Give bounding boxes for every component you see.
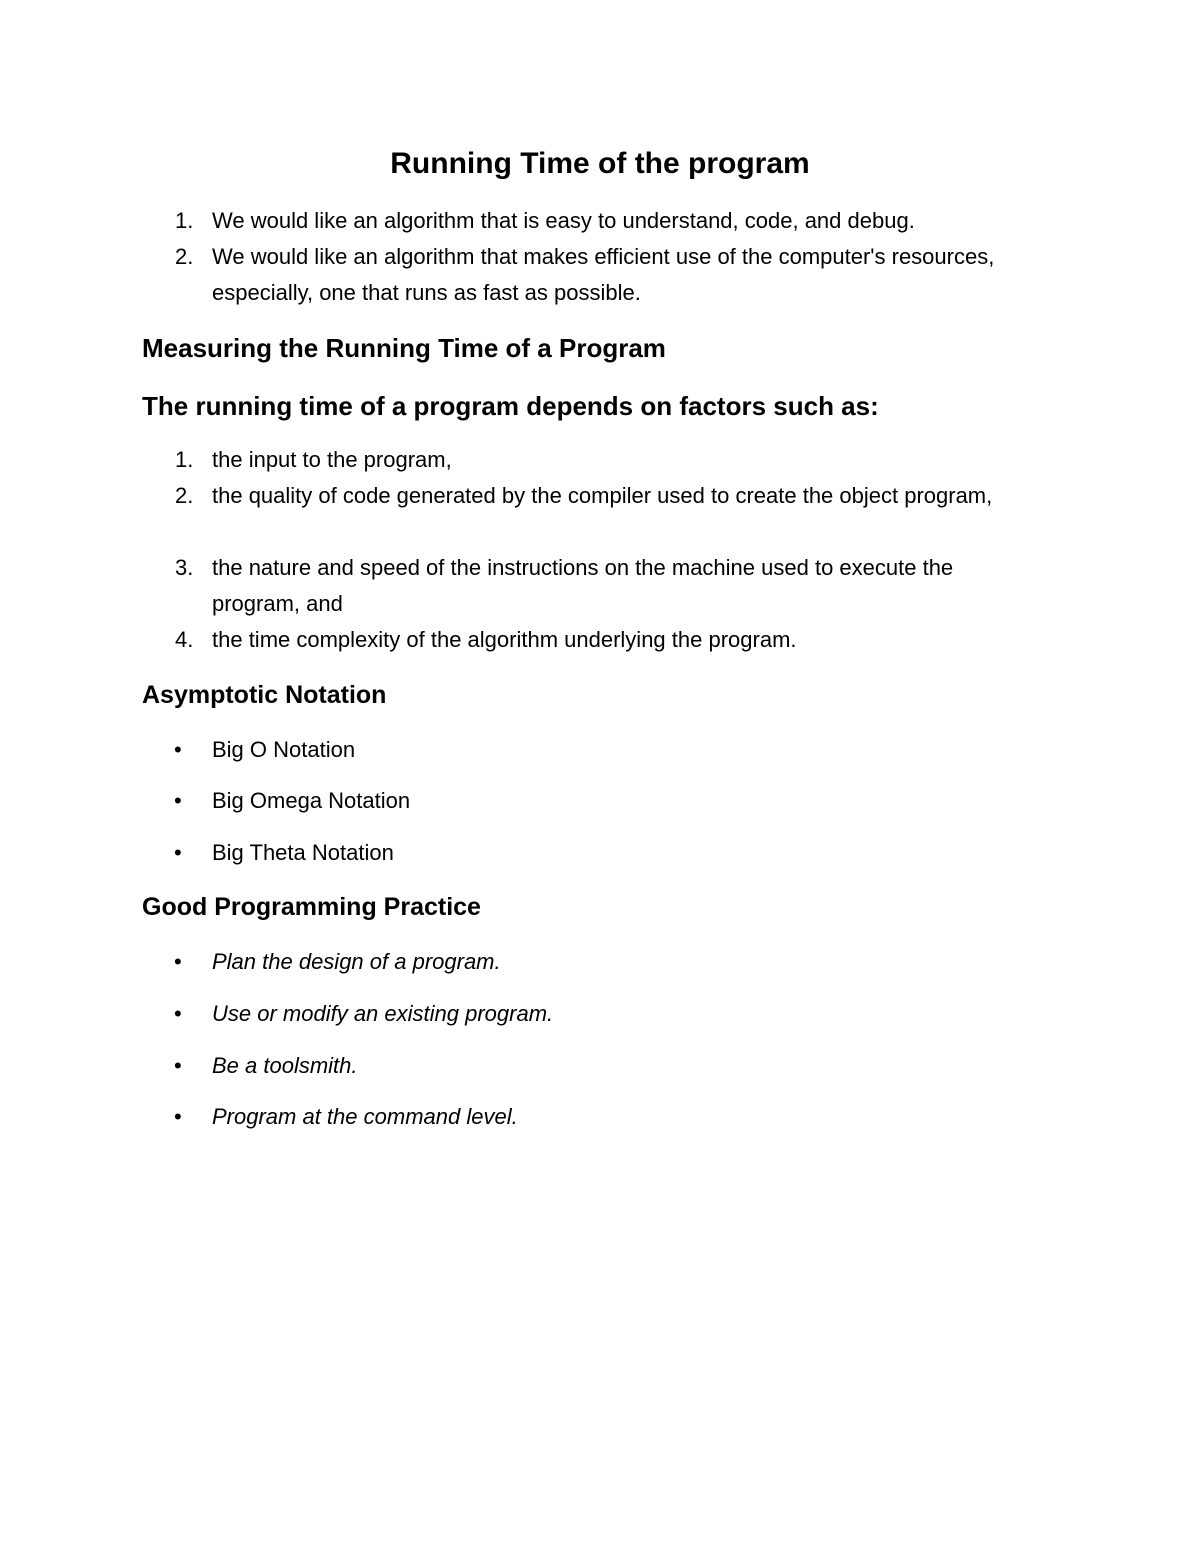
- list-item-text: Plan the design of a program.: [212, 949, 501, 974]
- bullet-icon: •: [174, 1053, 182, 1078]
- section-heading-good-practice: Good Programming Practice: [142, 893, 481, 921]
- section-heading-asymptotic: Asymptotic Notation: [142, 681, 387, 709]
- list-item-text: We would like an algorithm that is easy to understand, code, and debug.: [212, 208, 915, 233]
- list-item-text: We would like an algorithm that makes efficient use of the computer's resources, especially, one that runs as fast as possible.: [212, 244, 995, 305]
- list-item-text: Big O Notation: [212, 737, 356, 762]
- bullet-icon: •: [174, 1104, 182, 1129]
- page-title: Running Time of the program: [390, 147, 810, 180]
- list-item-text: Big Omega Notation: [212, 788, 411, 813]
- bullet-icon: •: [174, 737, 182, 762]
- section-heading-measuring: Measuring the Running Time of a Program: [142, 333, 666, 363]
- section-heading-factors: The running time of a program depends on factors such as:: [142, 391, 879, 421]
- bullet-icon: •: [174, 1001, 182, 1026]
- list-item-text: Be a toolsmith.: [212, 1053, 358, 1078]
- list-number: 1.: [175, 447, 194, 472]
- list-number: 1.: [175, 208, 194, 233]
- list-number: 2.: [175, 483, 194, 508]
- list-item-text: Big Theta Notation: [212, 840, 394, 865]
- list-item-text: the quality of code generated by the compiler used to create the object program,: [212, 483, 993, 508]
- bullet-icon: •: [174, 949, 182, 974]
- bullet-icon: •: [174, 840, 182, 865]
- list-item-text: the nature and speed of the instructions on the machine used to execute the program, and: [212, 555, 954, 616]
- bullet-icon: •: [174, 788, 182, 813]
- list-item-text: Program at the command level.: [212, 1104, 518, 1129]
- list-number: 2.: [175, 244, 194, 269]
- list-item-text: the time complexity of the algorithm underlying the program.: [212, 627, 797, 652]
- list-number: 4.: [175, 627, 194, 652]
- list-item-text: the input to the program,: [212, 447, 452, 472]
- list-item-text: Use or modify an existing program.: [212, 1001, 554, 1026]
- list-number: 3.: [175, 555, 194, 580]
